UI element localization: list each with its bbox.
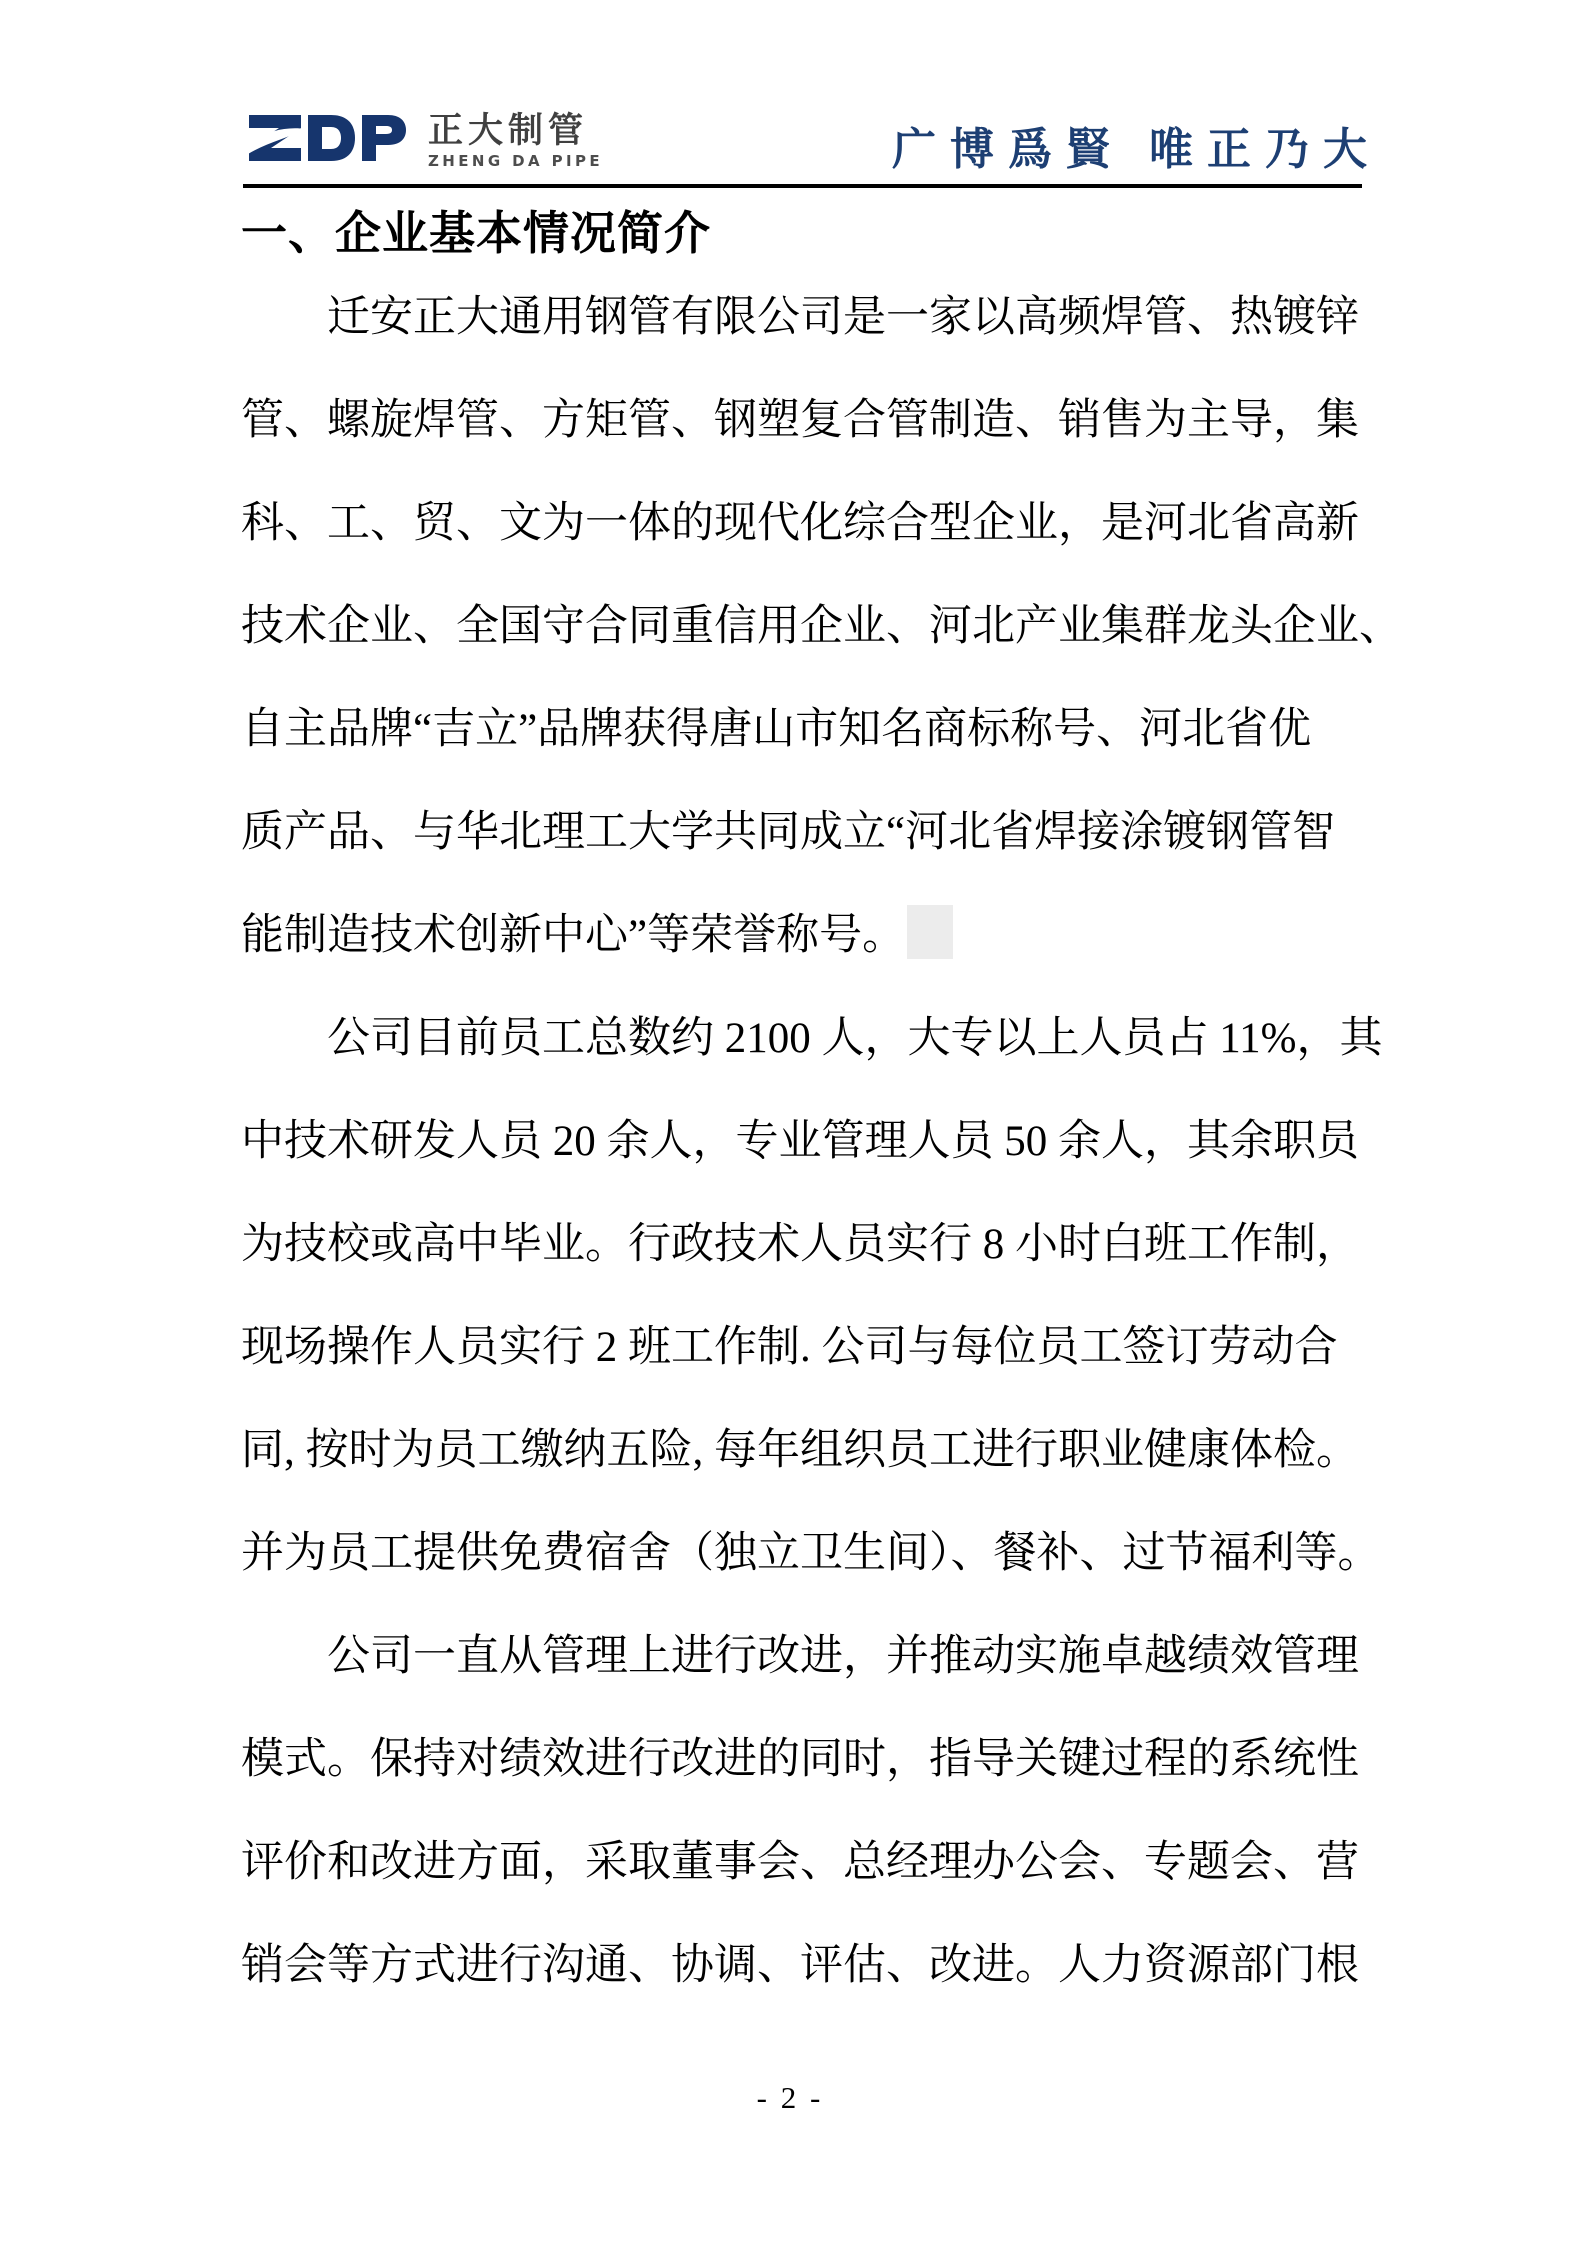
logo-name-cn: 正大制管 bbox=[428, 111, 589, 151]
text-line: 能制造技术创新中心”等荣誉称号。 bbox=[241, 884, 1363, 987]
text-line: 迁安正大通用钢管有限公司是一家以高频焊管、热镀锌 bbox=[327, 294, 1359, 341]
logo-name-en: ZHENG DA PIPE bbox=[428, 152, 604, 170]
text-line: 销会等方式进行沟通、协调、评估、改进。人力资源部门根 bbox=[241, 1942, 1359, 1989]
text-line: 并为员工提供免费宿舍（独立卫生间）、餐补、过节福利等。 bbox=[241, 1530, 1381, 1577]
highlight-artifact bbox=[907, 905, 953, 959]
text-line: 模式。保持对绩效进行改进的同时，指导关键过程的系统性 bbox=[241, 1736, 1359, 1783]
text-line: 自主品牌“吉立”品牌获得唐山市知名商标称号、河北省优 bbox=[241, 706, 1312, 753]
company-slogan: 广博爲賢 唯正乃大 bbox=[892, 125, 1381, 174]
section-heading: 一、企业基本情况简介 bbox=[241, 208, 711, 259]
text-line: 质产品、与华北理工大学共同成立“河北省焊接涂镀钢管智 bbox=[241, 809, 1336, 856]
text-line: 管、螺旋焊管、方矩管、钢塑复合管制造、销售为主导，集 bbox=[241, 397, 1359, 444]
text-line: 评价和改进方面，采取董事会、总经理办公会、专题会、营 bbox=[241, 1839, 1359, 1886]
page-number: - 2 - bbox=[756, 2080, 824, 2115]
text-line: 科、工、贸、文为一体的现代化综合型企业，是河北省高新 bbox=[241, 500, 1359, 547]
header-divider bbox=[243, 184, 1362, 188]
text-line: 公司一直从管理上进行改进，并推动实施卓越绩效管理 bbox=[327, 1633, 1359, 1680]
zdp-logo-icon bbox=[248, 112, 408, 164]
text-line: 中技术研发人员 20 余人，专业管理人员 50 余人，其余职员 bbox=[241, 1118, 1359, 1165]
text-line: 现场操作人员实行 2 班工作制. 公司与每位员工签订劳动合 bbox=[241, 1324, 1338, 1371]
text-line: 技术企业、全国守合同重信用企业、河北产业集群龙头企业、 bbox=[241, 603, 1402, 650]
text-line: 同, 按时为员工缴纳五险, 每年组织员工进行职业健康体检。 bbox=[241, 1427, 1359, 1474]
logo-names bbox=[428, 112, 603, 169]
company-logo bbox=[248, 112, 603, 169]
document-body bbox=[241, 266, 1402, 2017]
text-line: 公司目前员工总数约 2100 人，大专以上人员占 11%，其 bbox=[327, 1015, 1383, 1062]
text-line: 为技校或高中毕业。行政技术人员实行 8 小时白班工作制， bbox=[241, 1221, 1359, 1268]
